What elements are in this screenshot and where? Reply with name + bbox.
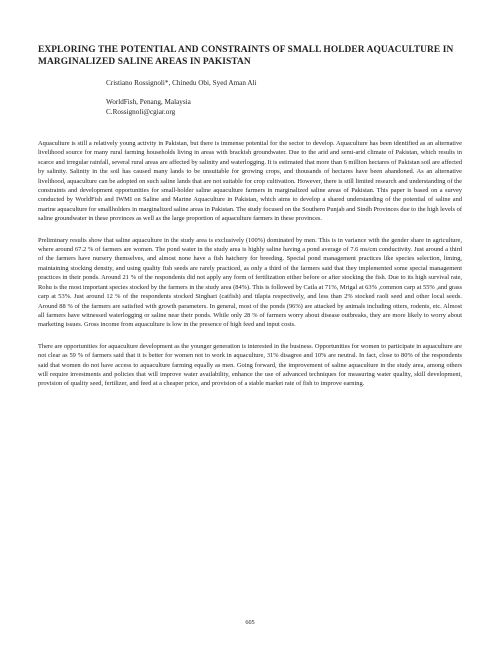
paper-title: EXPLORING THE POTENTIAL AND CONSTRAINTS OF SMALL HOLDER AQUACULTURE IN MARGINALIZED SALINE AREAS IN PAKISTAN xyxy=(38,45,454,67)
author-names: Cristiano Rossignoli*, Chinedu Obi, Syed Aman Ali xyxy=(106,79,257,87)
abstract-paragraph-1: Aquaculture is still a relatively young activity in Pakistan, but there is immense potential for the sector to develop. Aquaculture has been identified as an alternative livelihood source for many rural farming households living in areas with brackish groundwater. Due to the arid and semi-arid climate of Pakistan, which results in scarce and irregular rainfall, several rural areas are affected by salinity and waterlogging. It is estimated that more than 6 million hectares of Pakistan soil are affected by salinity. Salinity in the soil has caused many lands to be unsuitable for growing crops, and thousands of hectares have been abandoned. As an alternative livelihood, aquaculture can be adopted on such saline lands that are not suitable for crop cultivation. However, there is still limited research and understanding of the constraints and development opportunities for small-holder saline aquaculture farmers in marginalized saline areas of Pakistan. This paper is based on a survey conducted by WorldFish and IWMI on Saline and Marine Aquaculture in Pakistan, which aims to develop a shared understanding of the potential of saline and marine aquaculture for smallholders in marginalized saline areas in Pakistan. The study focused on the Southern Punjab and Sindh Provinces due to the high levels of saline groundwater in these provinces as well as the large proportion of aquaculture farmers in these provinces. xyxy=(38,140,462,223)
page-number: 605 xyxy=(245,619,255,626)
abstract-paragraph-2: Preliminary results show that saline aquaculture in the study area is exclusively (100%) dominated by men. This is in variance with the gender share in agriculture, where around 67.2 % of farmers are women. The pond water in the study area is highly saline having a pond average of 7.6 ms/cm conductivity. Just around a third of the farmers have nursery themselves, and almost none have a fish hatchery for breeding. Special pond management practices like species selection, liming, maintaining stocking density, and using quality fish seeds are rarely practiced, as only a third of the farmers said that they implemented some special management practices in their ponds. Around 21 % of the respondents did not apply any form of fertilization either before or after stocking the fish. Due to its high survival rate, Rohu is the most important species stocked by the farmers in the study area (84%). This is followed by Catla at 71%, Mrigal at 63% ,common carp at 55% ,and grass carp at 53%. Just around 12 % of the respondents stocked Singhari (catfish) and tilapia respectively, and less than 2% stocked raoli seed and other local seeds. Around 88 % of the farmers are satisfied with growth parameters. In general, most of the ponds (96%) are attacked by animals including otters, rodents, etc. Almost all farmers have witnessed waterlogging or saline near their ponds. While only 28 % of farmers worry about disease outbreaks, they are more likely to worry about marketing issues. Gross income from aquaculture is low in the presence of high feed and input costs. xyxy=(38,236,462,329)
author-email: C.Rossignoli@cgiar.org xyxy=(106,108,176,116)
author-block xyxy=(106,78,462,117)
abstract-paragraph-3: There are opportunities for aquaculture development as the younger generation is interested in the business. Opportunities for women to participate in aquaculture are not clear as 59 % of farmers said that it is better for women not to work in aquaculture, 31% disagree and 10% are neutral. In fact, close to 80% of the respondents said that women do not have access to aquaculture farming equally as men. Going forward, the improvement of saline aquaculture in the study area, among others will require investments and policies that will improve water availability, enhance the use of advanced techniques for measuring water quality, skill development, provision of quality seed, fertilizer, and feed at a cheaper price, and provision of a stable market rate of fish to improve earning. xyxy=(38,342,462,388)
abstract-body xyxy=(38,139,462,389)
affiliation: WorldFish, Penang, Malaysia xyxy=(106,98,191,106)
